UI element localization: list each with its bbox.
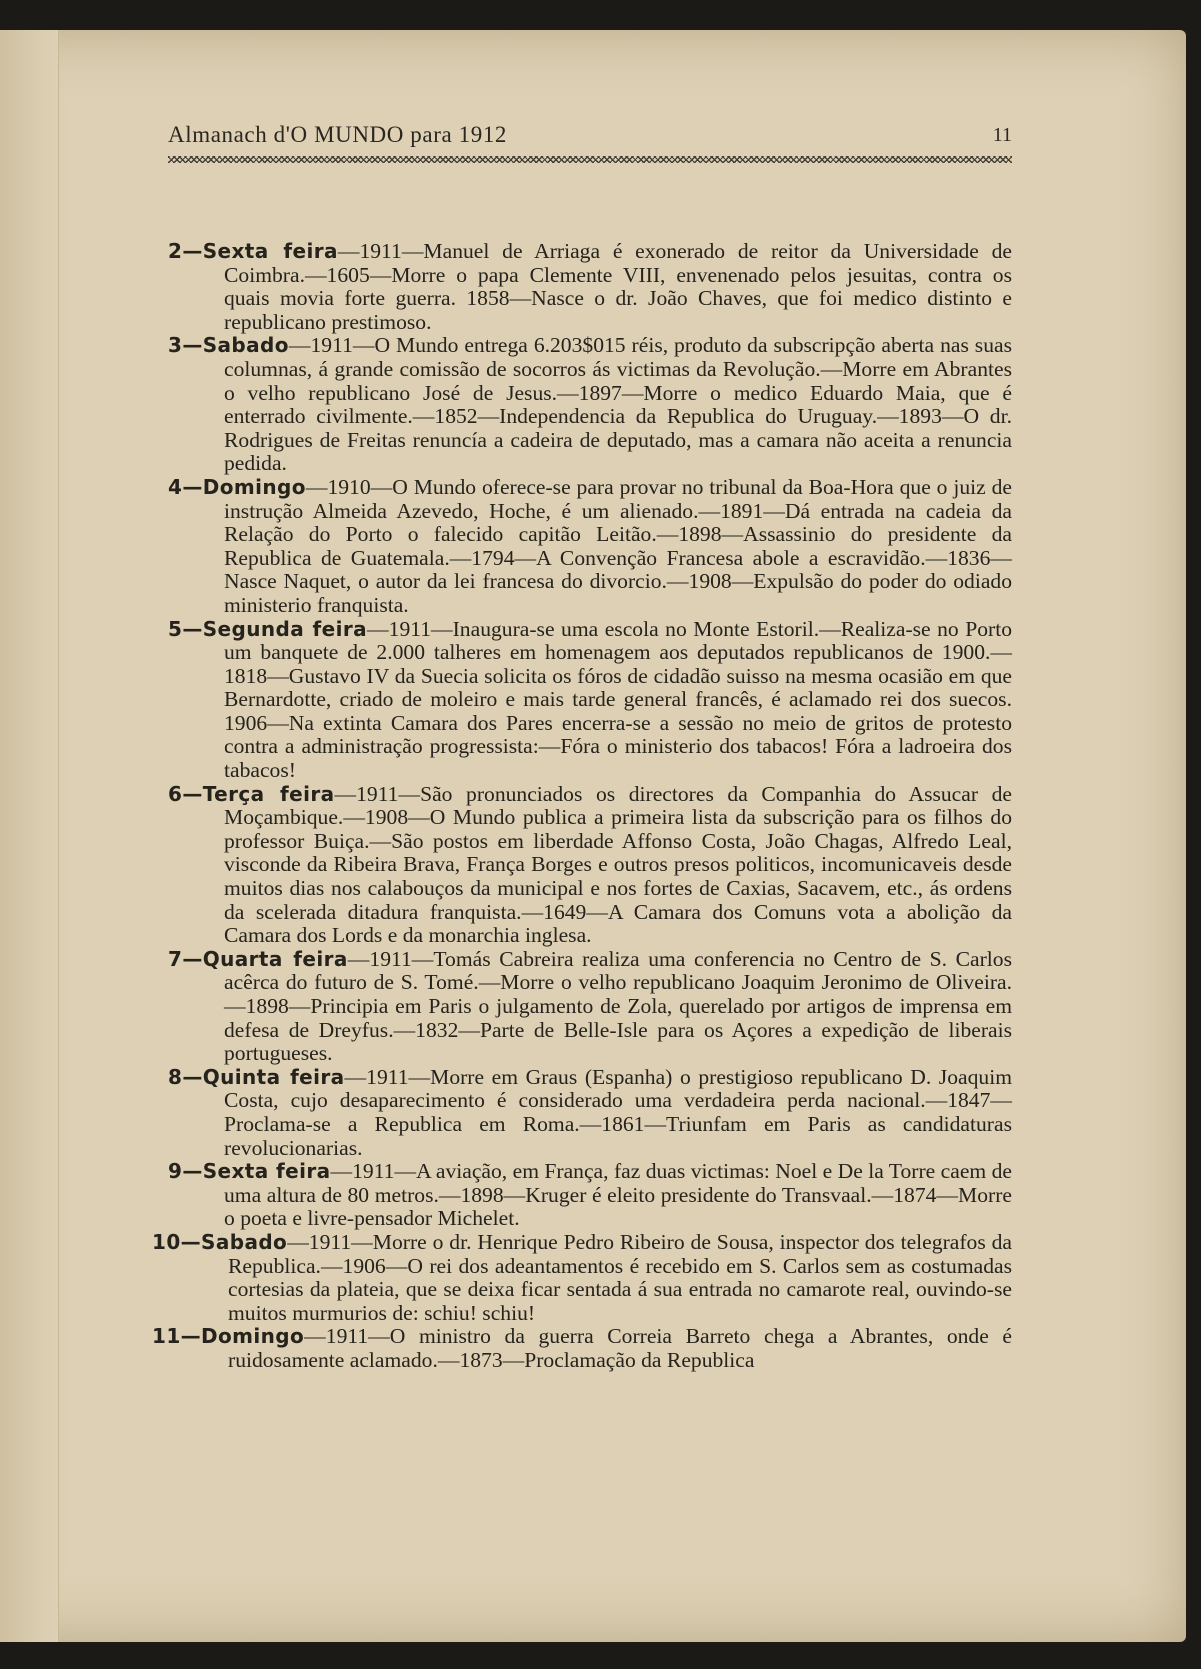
entry-day-7 — [168, 948, 1012, 1066]
entry-day-10 — [152, 1229, 1012, 1325]
page — [0, 30, 1186, 1642]
entry-text: —1911—Morre em Graus (Espanha) o prestigioso republicano D. Joaquim Costa, cujo desaparecimento é considerado uma verdadeira perda nacional.—1847—Proclama-se a Republica em Roma.—1861—Triunfam em Paris as candidaturas revolucionarias. — [224, 1064, 1012, 1160]
entry-text: —1911—Tomás Cabreira realiza uma conferencia no Centro de S. Carlos acêrca do futuro de S. Tomé.—Morre o velho republicano Joaquim Jeronimo de Oliveira.—1898—Principia em Paris o julgamento de Zola, querelado por artigos de imprensa em defesa de Dreyfus.—1832—Parte de Belle-Isle para os Açores a expedição de liberais portugueses. — [224, 946, 1013, 1066]
page-binding — [0, 30, 59, 1642]
entry-day-4 — [168, 476, 1012, 618]
entry-day-6 — [168, 783, 1012, 948]
entry-day-8 — [168, 1066, 1012, 1160]
entry-day-5 — [168, 618, 1012, 783]
entries-list — [152, 239, 1013, 1373]
running-header — [168, 122, 1012, 163]
entry-text: —1911—A aviação, em França, faz duas victimas: Noel e De la Torre caem de uma altura de 80 metros.—1898—Kruger é eleito presidente do Transvaal.—1874—Morre o poeta e livre-pensador Michelet. — [224, 1159, 1012, 1231]
entry-day-11 — [152, 1324, 1012, 1372]
page-number: 11 — [992, 124, 1012, 146]
entry-day-label: 11—Domingo — [152, 1324, 305, 1349]
entry-text: —1911—O Mundo entrega 6.203$015 réis, produto da subscripção aberta nas suas columnas, á grande comissão de socorros ás victimas da Revolução.—Morre em Abrantes o velho republicano José de Jesus.—1897—Morre o medico Eduardo Maia, que é enterrado civilmente.—1852—Independencia da Republica do Uruguay.—1893—O dr. Rodrigues de Freitas renuncía a cadeira de deputado, mas a camara não aceita a renuncia pedida. — [224, 333, 1012, 476]
header-row — [168, 122, 1012, 156]
entry-text: —1911—São pronunciados os directores da Companhia do Assucar de Moçambique.—1908—O Mundo publica a primeira lista da subscrição para os filhos do professor Buiça.—São postos em liberdade Affonso Costa, João Chagas, Alfredo Leal, visconde da Ribeira Brava, França Borges e outros presos politicos, incomunicaveis desde muitos dias nos calabouços da municipal e nos fortes de Caxias, Sacavem, etc., ás ordens da scelerada ditadura franquista.—1649—A Camara dos Comuns vota a abolição da Camara dos Lords e da monarchia inglesa. — [224, 781, 1012, 948]
entry-day-2 — [168, 240, 1012, 334]
entry-day-label: 6—Terça feira — [168, 781, 335, 806]
entry-day-label: 10—Sabado — [152, 1229, 288, 1254]
entry-day-9 — [168, 1160, 1012, 1231]
entry-text: —1911—Manuel de Arriaga é exonerado de reitor da Universidade de Coimbra.—1605—Morre o papa Clemente VIII, envenenado pelos jesuitas, contra os quais movia forte guerra. 1858—Nasce o dr. João Chaves, que foi medico distinto e republicano prestimoso. — [224, 239, 1012, 334]
header-title: Almanach d'O MUNDO para 1912 — [168, 122, 508, 147]
entry-text: —1911—Morre o dr. Henrique Pedro Ribeiro de Sousa, inspector dos telegrafos da Republica.—1906—O rei dos adeantamentos é recebido em S. Carlos sem as costumadas cortesias da plateia, que se deixa ficar sentada á sua entrada no camarote real, ouvindo-se muitos murmurios de: schiu! schiu! — [228, 1229, 1012, 1325]
entry-day-label: 9—Sexta feira — [168, 1159, 331, 1184]
entry-text: —1911—O ministro da guerra Correia Barreto chega a Abrantes, onde é ruidosamente aclamado.—1873—Proclamação da Republica — [228, 1324, 1012, 1372]
entry-day-label: 2—Sexta feira — [168, 239, 338, 263]
entry-day-label: 8—Quinta feira — [168, 1064, 345, 1089]
entry-day-label: 3—Sabado — [168, 333, 289, 358]
entry-day-label: 7—Quarta feira — [168, 946, 348, 971]
entry-day-label: 4—Domingo — [168, 474, 306, 499]
wavy-rule — [168, 156, 1012, 163]
entry-text: —1911—Inaugura-se uma escola no Monte Estoril.—Realiza-se no Porto um banquete de 2.000 talheres em homenagem aos deputados republicanos de 1900.—1818—Gustavo IV da Suecia solicita os fóros de cidadão suisso na mesma ocasião em que Bernardotte, criado de moleiro e mais tarde general francês, é aclamado rei dos suecos. 1906—Na extinta Camara dos Pares encerra-se a sessão no meio de gritos de protesto contra a administração progressista:—Fóra o ministerio dos tabacos! Fóra a ladroeira dos tabacos! — [224, 616, 1013, 783]
entry-day-3 — [168, 334, 1012, 476]
entry-day-label: 5—Segunda feira — [168, 616, 368, 641]
entry-text: —1910—O Mundo oferece-se para provar no tribunal da Boa-Hora que o juiz de instrução Almeida Azevedo, Hoche, é um alienado.—1891—Dá entrada na cadeia da Relação do Porto o falecido capitão Leitão.—1898—Assassinio do presidente da Republica de Guatemala.—1794—A Convenção Francesa abole a escravidão.—1836—Nasce Naquet, o autor da lei francesa do divorcio.—1908—Expulsão do poder do odiado ministerio franquista. — [224, 474, 1012, 617]
